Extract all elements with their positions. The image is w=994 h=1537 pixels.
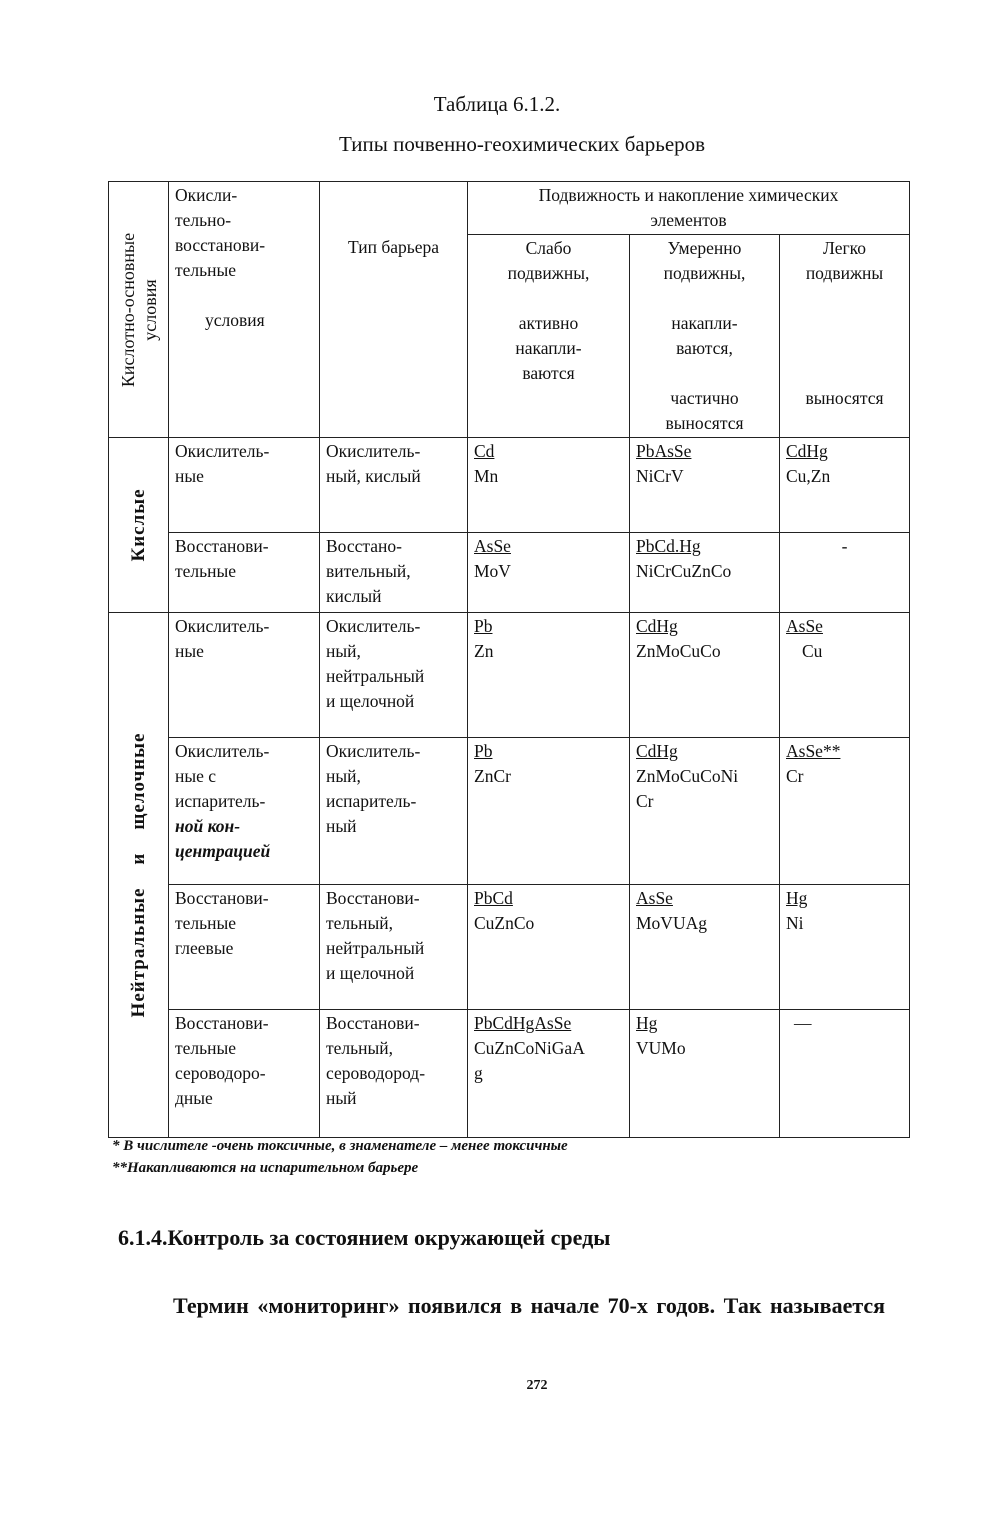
easy-cell: - xyxy=(780,533,910,613)
barrier-cell: Восстанови- тельный, нейтральный и щелочной xyxy=(320,885,468,1010)
moderate-cell: Hg VUMo xyxy=(630,1010,780,1138)
redox-cell: Восстанови- тельные xyxy=(169,533,320,613)
easy-cell: AsSe Cu xyxy=(780,613,910,738)
moderate-cell: PbCd.Hg NiCrCuZnCo xyxy=(630,533,780,613)
easy-cell: — xyxy=(780,1010,910,1138)
redox-cell: Окислитель- ные с испаритель- ной кон- центрацией xyxy=(169,738,320,885)
header-acid-base: Кислотно-основные условия xyxy=(109,182,169,438)
header-redox: Окисли- тельно- восстанови- тельные условия xyxy=(169,182,320,438)
weak-cell: AsSe MoV xyxy=(468,533,630,613)
barrier-cell: Окислитель- ный, испаритель- ный xyxy=(320,738,468,885)
body-paragraph: Термин «мониторинг» появился в начале 70-х годов. Так называется xyxy=(173,1293,886,1318)
weak-cell: Pb Zn xyxy=(468,613,630,738)
header-moderate: Умеренно подвижны, накапли- ваются, частично выносятся xyxy=(630,235,780,438)
header-mobility: Подвижность и накопление химических элементов xyxy=(468,182,910,235)
weak-cell: Cd Mn xyxy=(468,438,630,533)
footnote-evaporation: **Накапливаются на испарительном барьере xyxy=(112,1160,419,1176)
moderate-cell: CdHg ZnMoCuCo xyxy=(630,613,780,738)
group-acidic-label: Кислые xyxy=(109,438,169,613)
barrier-cell: Окислитель- ный, нейтральный и щелочной xyxy=(320,613,468,738)
redox-cell: Восстанови- тельные глеевые xyxy=(169,885,320,1010)
easy-cell: Hg Ni xyxy=(780,885,910,1010)
header-easy: Легко подвижны выносятся xyxy=(780,235,910,438)
easy-cell: CdHg Cu,Zn xyxy=(780,438,910,533)
barrier-cell: Окислитель- ный, кислый xyxy=(320,438,468,533)
redox-cell: Окислитель- ные xyxy=(169,613,320,738)
footnote-toxicity: * В числителе -очень токсичные, в знаменателе – менее токсичные xyxy=(112,1138,568,1154)
weak-cell: PbCdHgAsSe CuZnCoNiGaA g xyxy=(468,1010,630,1138)
header-weak: Слабо подвижны, активно накапли- ваются xyxy=(468,235,630,438)
section-heading: 6.1.4.Контроль за состоянием окружающей среды xyxy=(118,1225,611,1250)
moderate-cell: AsSe MoVUAg xyxy=(630,885,780,1010)
redox-cell: Окислитель- ные xyxy=(169,438,320,533)
easy-cell: AsSe** Cr xyxy=(780,738,910,885)
header-barrier-type: Тип барьера xyxy=(320,182,468,438)
moderate-cell: PbAsSe NiCrV xyxy=(630,438,780,533)
table-title: Типы почвенно-геохимических барьеров xyxy=(338,132,706,156)
group-neutral-alkaline-label: Нейтральные и щелочные xyxy=(109,613,169,1138)
table-number: Таблица 6.1.2. xyxy=(433,92,561,116)
barrier-cell: Восстано- вительный, кислый xyxy=(320,533,468,613)
weak-cell: PbCd CuZnCo xyxy=(468,885,630,1010)
barrier-table xyxy=(108,181,910,1138)
barrier-cell: Восстанови- тельный, сероводород- ный xyxy=(320,1010,468,1138)
weak-cell: Pb ZnCr xyxy=(468,738,630,885)
moderate-cell: CdHg ZnMoCuCoNi Cr xyxy=(630,738,780,885)
page-number: 272 xyxy=(526,1378,548,1393)
redox-cell: Восстанови- тельные сероводоро- дные xyxy=(169,1010,320,1138)
